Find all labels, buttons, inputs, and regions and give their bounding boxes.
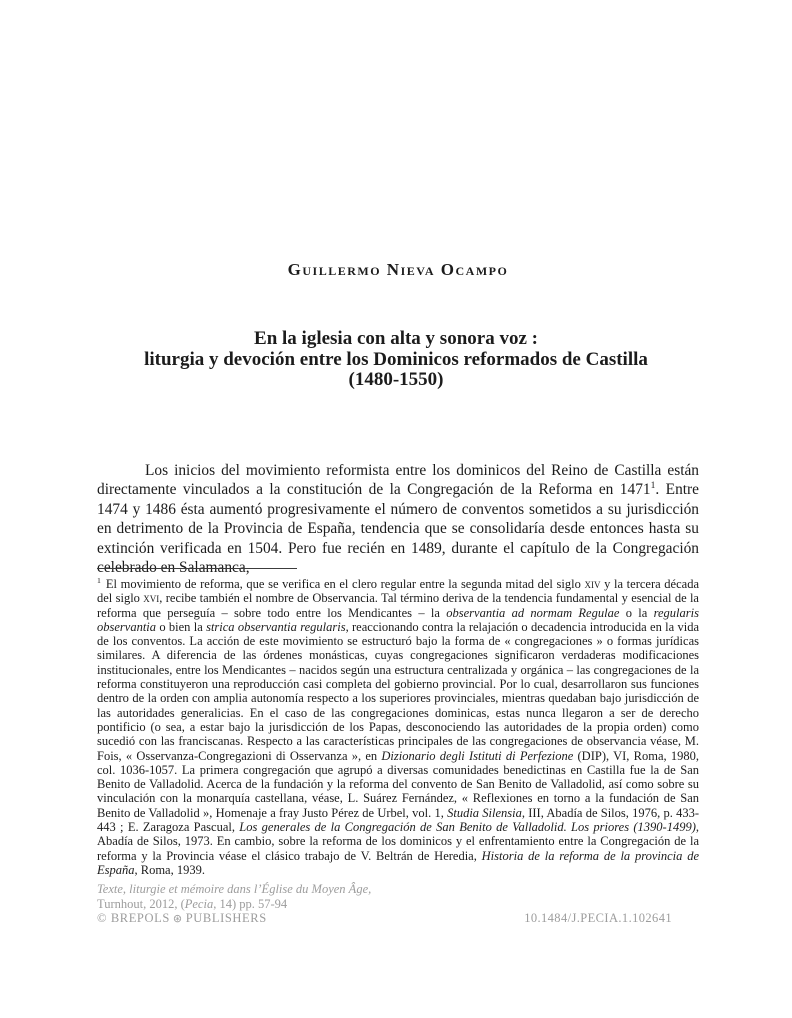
footnote-text-segment: El movimiento de reforma, que se verifica en el clero regular entre la segunda mitad del siglo xyxy=(105,577,585,591)
series-title: Texte, liturgie et mémoire dans l’Église du Moyen Âge, xyxy=(97,882,372,896)
article-title xyxy=(46,329,746,391)
footnote-text-segment: y la tercera década del siglo xyxy=(97,577,699,606)
footnote-text-segment: , III, Abadía de Silos, 1976, p. 433-443 ; E. Zaragoza Pascual, xyxy=(97,805,700,835)
footnote-cited-work: strica observantia regularis xyxy=(206,619,346,634)
copyright-text: © BREPOLS xyxy=(97,911,170,926)
footnote-separator-rule xyxy=(97,568,297,569)
footnote-cited-work: regularis observantia xyxy=(97,605,699,634)
article-title-date-range: (1480-1550) xyxy=(348,369,444,390)
footnote-number: 1 xyxy=(97,575,101,585)
brepols-logo-icon: ⊛ xyxy=(172,912,183,926)
imprint-text: , 14) pp. 57-94 xyxy=(213,896,288,911)
footnote-cited-work: Historia de la reforma de la provincia de España xyxy=(97,848,699,877)
footnote-cited-work: observantia ad normam Regulae xyxy=(446,605,620,620)
footnote-text-segment: o la xyxy=(619,605,654,620)
publisher-text: PUBLISHERS xyxy=(185,911,267,926)
article-title-line-2: liturgia y devoción entre los Dominicos reformados de Castilla xyxy=(144,348,648,370)
footnote-text-segment: , Roma, 1939. xyxy=(134,862,205,877)
body-paragraph xyxy=(97,461,699,577)
footnote-text-segment: , recibe también el nombre de Observancia. Tal término deriva de la tendencia fundamental y esencial de la reforma que perseguía – sobre todo entre los Mendicantes – la xyxy=(97,591,699,620)
footnote-cited-work: Los generales de la Congregación de San Benito de Valladolid. Los priores (1390-1499) xyxy=(239,820,696,835)
footnote-text-segment: , reaccionando contra la relajación o decadencia introducida en la vida de los conventos. La acción de este movimiento se estructuró bajo la forma de « congregaciones » o formas jurídicas similares. A diferencia de las órdenes monásticas, cuyas congregaciones significaron verdaderas modificaciones institucionales, entre los Mendicantes – nacidos según una estructura centralizada y orgánica – las congregaciones de la reforma constituyeron una reproducción casi completa del gobierno provincial. Por lo cual, desarrollaron sus funciones dentro de la orden con amplia autonomía respecto a los superiores provinciales, mientras quedaban bajo jurisdicción de las autoridades generalicias. En el caso de las congregaciones dominicas, estas nunca llegaron a ser de derecho pontificio (o sea, a estar bajo la jurisdicción de los Papas, desconociendo las autoridades de la propia orden) como sucedió con las franciscanas. Respecto a las características principales de las congregaciones de observancia véase, M. Fois, « Osservanza-Congregazioni di Osservanza », en xyxy=(97,619,699,763)
body-text: Los inicios del movimiento reformista entre los dominicos del Reino de Castilla están directamente vinculados a la constitución de la Congregación de la Reforma en 1471 xyxy=(97,462,699,499)
imprint-text: Turnhout, 2012, ( xyxy=(97,896,185,911)
journal-name: Pecia xyxy=(184,896,214,911)
doi-number: 10.1484/J.PECIA.1.102641 xyxy=(524,911,672,925)
footnote-reference-mark: 1 xyxy=(650,480,656,492)
body-text: . Entre 1474 y 1486 ésta aumentó progresivamente el número de conventos sometidos a su jurisdicción en detrimento de la Provincia de España, tendencia que se consolidaría desde entonces hasta su extinción verificada en 1504. Pero fue recién en 1489, durante el capítulo de la Congregación celebrado en Salamanca, xyxy=(97,481,699,577)
footnote-1 xyxy=(97,577,699,877)
footnote-cited-work: Dizionario degli Istituti di Perfezione xyxy=(381,748,574,763)
footnote-text-segment: xvi xyxy=(143,591,160,606)
article-title-line-1: En la iglesia con alta y sonora voz : xyxy=(254,328,538,349)
imprint-line xyxy=(97,897,699,912)
footnote-cited-work: Studia Silensia xyxy=(447,805,522,820)
footnote-text-segment: xiv xyxy=(584,577,601,591)
footnote-text-segment: , Abadía de Silos, 1973. En cambio, sobre la reforma de los dominicos y el enfrentamiento entre la Congregación de la reforma y la Provincia véase el clásico trabajo de V. Beltrán de Heredia, xyxy=(97,820,699,863)
author-name: Guillermo Nieva Ocampo xyxy=(287,260,509,279)
footnote-text-segment: (DIP), VI, Roma, 1980, col. 1036-1057. La primera congregación que agrupó a diversas comunidades benedictinas en Castilla fue la de San Benito de Valladolid. Acerca de la fundación y la reforma del convento de San Benito de Valladolid, así como sobre su vinculación con la monarquía castellana, véase, L. Suárez Fernández, « Reflexiones en torno a la fundación de San Benito de Valladolid », Homenaje a fray Justo Pérez de Urbel, vol. 1, xyxy=(97,748,699,820)
footnote-text-segment: o bien la xyxy=(156,619,207,634)
